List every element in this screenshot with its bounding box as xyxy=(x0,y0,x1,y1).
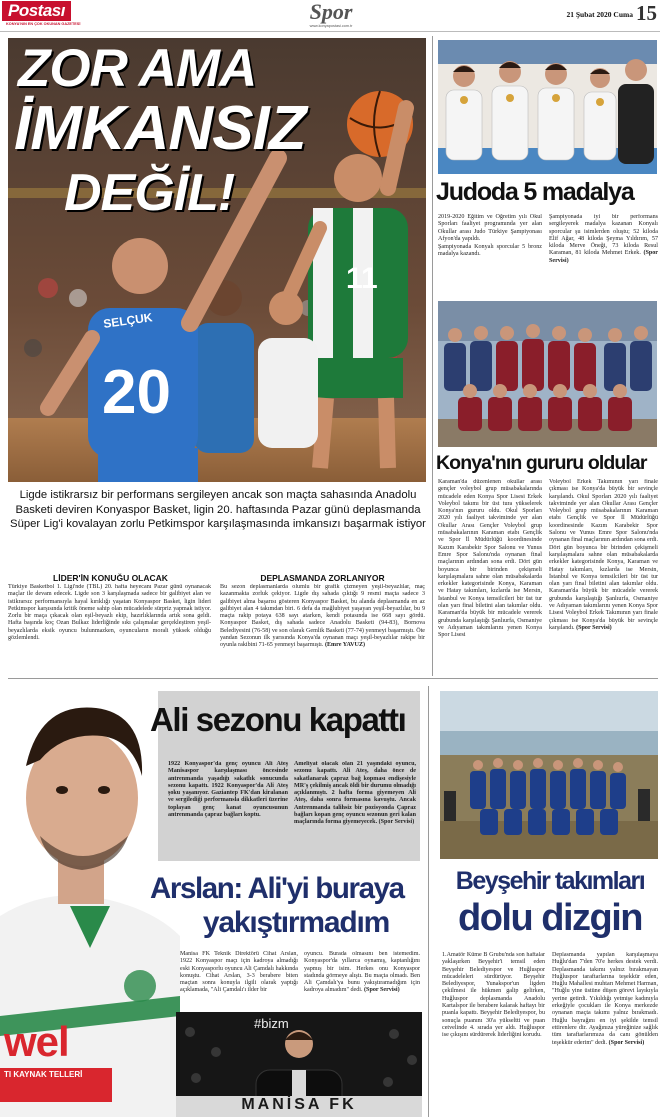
judo-col1b-text: Şampiyonada Konyalı sporcular 5 bronz madalya kazandı. xyxy=(438,244,542,258)
volleyball-team-photo xyxy=(438,301,657,447)
volleyball-headline: Konya'nın gururu oldular xyxy=(436,452,647,474)
volleyball-col2 xyxy=(549,479,658,675)
volleyball-col1-text: Karaman'da düzenlenen okullar arası gençler voleybol grup müsabakalarında mücadele eden Konya Spor Lisesi Erkek Voleybol takımı bir üst tura yükselerek Konya'nın gururu oldu. Okul Sporları 2020 yılı faaliyet takviminde yer alan Okullar Arası Gençler Voleybol grup müsabakalarının Karaman etabı Gençlik ve Spor İl Müdürlüğü koordinesinde Kazım Karabekir Spor Salonu ve Yunus Emre Spor Salonu'nda oynanan final maçlarının ardından sona erdi. Dört gün boyunca bir birinden çekişmeli karşılaşmalara sahne olan müsabakalarda erkekler kategorisinde Konya, Karaman ve Hatay takımları, kızlarda ise Mersin, İstanbul ve Konya temsilcileri bir üst tur olan yarı final biletini alan takımlar oldu. Karaman'da büyük bir mücadele vererek grubunda karşılaştığı Şanlıurfa, Osmaniye ve Adıyaman takımlarını yenen Konya Spor Lisesi xyxy=(438,479,542,639)
basketball-headline-line2: İMKANSIZ xyxy=(14,94,306,163)
volleyball-col1 xyxy=(438,479,542,675)
ali-col2 xyxy=(294,761,416,857)
beysehir-headline-line1: Beyşehir takımları xyxy=(455,867,645,895)
basketball-photo xyxy=(8,38,426,482)
jersey-blue-text: SELÇUK xyxy=(102,310,154,331)
beysehir-credit: (Spor Servisi) xyxy=(608,1039,645,1046)
basketball-right-body xyxy=(220,584,425,670)
arslan-banner-text: MANİSA FK xyxy=(241,1096,357,1113)
column-divider xyxy=(432,36,433,676)
jersey-green-number: 11 xyxy=(346,262,378,295)
page-number: 15 xyxy=(636,1,657,25)
judo-credit: (Spor Servisi) xyxy=(549,250,658,264)
beysehir-col2 xyxy=(552,952,658,1117)
beysehir-headline-line2: dolu dizgin xyxy=(457,897,642,939)
ad-brand-text: wel xyxy=(4,1018,69,1065)
logo-tagline: KONYA'NIN EN ÇOK OKUNAN GAZETESİ xyxy=(6,22,81,26)
masthead xyxy=(0,0,660,32)
arslan-col1-text: Manisa FK Teknik Direktörü Cihat Arslan, 1922 Konyaspor maçı için kadroya almadığı eski Konyasporlu oyuncu Ali Çamdalı hakkında konuştu. Cihat Arslan, 3-3 berabere biten maçtan sonra konuyla ilgili olarak yaptığı açıklamada, "Ali Çamdalı'ı ilder bir xyxy=(180,951,298,994)
ali-col2-text: Ameliyat olacak olan 21 yaşındaki oyuncu, sezonu kapattı. Ali Ateş, daha önce de sakatlanarak çapraz bağ kopması endişesiyle MR'ş çekilmiş ancak öldi bir durumu olmadığı açıklanmıştı. 2 hafta forma giyemeyen Ali Ateş, daha sonra formasına kavuştu. Ancak Antrenmanda talihsiz bir pozisyonda Çapraz bağları kopan genç oyuncu sezonun geri kalan maçlarında forma giyemeyecek. xyxy=(294,761,416,826)
beysehir-team-illustration xyxy=(440,691,658,859)
arslan-col2-text: oyuncu. Burada olmasını ben istemedim. Konyaspor'da yıllarca oynamış, kaptanlığını yapmış bir isim. Herkes onu Konyaspor stadında görmeye alıştı. Bu maçta olmadı. Ben Ali Çamdalı'ya bunu yakıştıramadığım için kadroya almadım" dedi. xyxy=(304,951,420,994)
ad-tagline: TI KAYNAK TELLERİ xyxy=(4,1070,83,1079)
judo-group-illustration xyxy=(438,40,657,174)
ali-col1 xyxy=(168,761,288,857)
basketball-deck: Ligde istikrarsız bir performans sergileyen ancak son maçta sahasında Anadolu Basketi deviren Konyaspor Basket, ligin 20. haftasında Pazar günü deplasmanda Süper Lig'i kovalayan zorlu Petkimspor karşılaşmasında imkansızı başarmak istiyor xyxy=(10,489,426,530)
ali-headline: Ali sezonu kapattı xyxy=(150,701,406,738)
section-divider xyxy=(8,678,658,679)
arslan-headline-line2: yakıştırmadım xyxy=(202,906,390,939)
volleyball-credit: (Spor Servisi) xyxy=(576,624,612,631)
beysehir-col2-text: Deplasmanda yapılan karşılaşmaya Huğlu'dan 7'den 70'e herkes destek verdi. Deplasmanda takımı yalnız bırakmayan Huğluspor taraftarlarına teşekkür eden, Huğlu Mahallesi muhtarı Mehmet Harman, "Huğlu yine üstüne düşen görevi layıkıyla yerine getirdi. Yıkıldığı yetmişe kadınıyla erkeğiyle çocukları ile Konya merkezde oynanan maçta takımı yalnız bırakmadı. Huğlu bayrağını en iyi şekilde temsil ettirenlere dir. Ayağınıza yüreğinize sağlık tüm taraftarlarımıza da canı gönülden teşekkür ederim" dedi. xyxy=(552,952,658,1046)
basketball-left-subhead: LİDER'İN KONUĞU OLACAK xyxy=(53,573,168,583)
beysehir-col1-text: 1.Amatör Küme B Grubu'nda son haftalar yaklaşırken Beyşehir'i temsil eden Beyşehir Belediyespor ve Huğluspor mücadeleleri sürdürüyor. Beyşehir Belediyespor, Yunakspor'un ligden çekilmesi ile hükmen galip gelirken, Huğluspor deplasmanda Anadolu Kartalspor ile berabere kalarak haftayı bir puanla kapattı. Beyşehir Belediyespor, bu sonuçla puanını 30'a yükseltti ve puan cetvelinde 4. sırada yer aldı. Huğluspor ise çıkışını sürdürerek liderliğini korudu. xyxy=(442,952,545,1039)
arslan-headline-line1: Arslan: Ali'yi buraya xyxy=(150,872,404,905)
judo-col2 xyxy=(549,214,658,284)
judo-col1 xyxy=(438,214,542,284)
volleyball-col2-text: Voleybol Erkek Takımının yarı finale çıkması ise Konya'da büyük bir sevinçle karşılandı. Okul Sporları 2020 yılı faaliyet takviminde yer alan Okullar Arası Gençler Voleybol grup müsabakalarının Karaman etabı Gençlik ve Spor İl Müdürlüğü koordinesinde Kazım Karabekir Spor Salonu ve Yunus Emre Spor Salonu'nda oynanan final maçlarının ardından sona erdi. Dört gün boyunca bir birinden çekişmeli karşılaşmalara sahne olan müsabakalarda erkekler kategorisinde Konya, Karaman ve Hatay takımları, kızlarda ise Mersin, İstanbul ve Konya temsilcileri bir üst tur olan yarı final biletini alan takımlar oldu. Karaman'da büyük bir mücadele vererek grubunda karşılaştığı Şanlıurfa, Osmaniye ve Adıyaman takımlarını yenen Konya Spor Lisesi Voleybol Erkek Takımının yarı finale çıkması ise Konya'da büyük bir sevinçle karşılandı. xyxy=(549,479,658,631)
judo-photo xyxy=(438,40,657,174)
issue-date: 21 Şubat 2020 Cuma xyxy=(566,10,633,19)
judo-col2-text: Şampiyonada iyi bir performans sergileyerek madalya kazanan Konyalı sporcular şu isimlerden oluştu; 52 kiloda Elif Ağar, 48 kiloda Şeyma Yıldırım, 57 kiloda Merve Öneği, 73 kiloda Resul Karaman, 81 kiloda Mehmet Erkek. xyxy=(549,214,658,257)
basketball-left-body-text: Türkiye Basketbol 1. Ligi'nde (TBL) 20. hafta heyecanı Pazar günü oynanacak maçlar ile devam edecek. Ligde son 3 karşılaşmada sadece bir galibiyet alan ve istikrarsız performansıyla hayal kırıklığı yaşatan Konyaspor Basket, ligin lideri Petkimspor karşısında kritik öneme sahip olan mücadelede sürpriz yapmak istiyor. Zorlu bir maça çıkacak olan eşil-beyazlı ekip, hazırlıklarında artık sona geldi. Hafta başında koç Ozan Bulkaz liderliğinde sıkı çalışmalar gerçekleştiren yeşil-beyazlılarda eksik oyuncu bulunmazken, oyuncuların morali yüksek olduğu gözlemlendi. xyxy=(8,584,211,642)
beysehir-team-photo xyxy=(440,691,658,859)
website-url[interactable]: www.konyapostasi.com.tr xyxy=(309,24,353,28)
arslan-hashtag: #bizm xyxy=(254,1016,289,1031)
volleyball-team-illustration xyxy=(438,301,657,447)
judo-col1-text: 2019-2020 Eğitim ve Öğretim yılı Okul Sporları faaliyet programında yer alan Okullar arası Judo Türkiye Şampiyonası Afyon'da yapıldı. xyxy=(438,214,542,242)
basketball-headline-line3: DEĞİL! xyxy=(64,164,235,222)
newspaper-logo[interactable]: Postası xyxy=(2,1,71,21)
basketball-right-subhead: DEPLASMANDA ZORLANIYOR xyxy=(260,573,385,583)
arslan-col1 xyxy=(180,951,298,1009)
basketball-byline: (Emre YAVUZ) xyxy=(324,642,366,649)
arslan-col2 xyxy=(304,951,420,1009)
ali-col1-text: 1922 Konyaspor'da genç oyuncu Ali Ateş Manisaspor karşılaşması öncesinde antrenmanda yaşadığı sakatlık sonucunda sezonu kapattı. 1922 Konyaspor'da Ali Ateş şoku yaşanıyor. Gaziantep FK'dan kiralanan ve sergilediği performansla dikkatleri üzerine toplayan genç kanat oyuncusunun antrenmanda çapraz bağları koptu. xyxy=(168,761,288,819)
ali-credit: (Spor Servisi) xyxy=(378,819,415,826)
beysehir-col1 xyxy=(442,952,545,1117)
section-title: Spor xyxy=(309,0,353,24)
jersey-blue-number: 20 xyxy=(102,358,171,427)
arslan-credit: (Spor Servisi) xyxy=(364,987,400,994)
judo-headline: Judoda 5 madalya xyxy=(436,178,634,206)
basketball-headline-line1: ZOR AMA xyxy=(18,39,257,98)
column-divider-lower xyxy=(428,686,429,1117)
basketball-left-body xyxy=(8,584,211,670)
basketball-right-body-text: Bu sezon deplasmanlarda olumlu bir grafik çizmeyen yeşil-beyazlılar, maç kazanmakta zorluk çekiyor. Ligde dış sahada çıktığı 9 resmi maçta sadece 3 galibiyet alma başarısı gösteren Konyaspor Basket, bu alanda deplasmanda en az galibiyet alan 4 takımdan biri. 6 defa da mağlubiyet yaşayan yeşil-beyazlılar, bu 9 maçta rakip potaya 638 sayı atarken, kendi potasında ise 668 sayı gördü. Konyaspor Basket, dış sahada sadece Anadolu Basketi (94-83), Bornova Belediyesini (76-58) ve son olarak Gemlik Basketi (77-74) yenmeyi başarmıştı. Öte yandan Sezonun ilk yarısında Konya'da oynanan maçı yeşil-beyazlılar rakipe bir oyunla rakibini 71-65 yenmeyi başarmıştı. xyxy=(220,584,425,649)
arslan-photo xyxy=(176,1012,422,1117)
